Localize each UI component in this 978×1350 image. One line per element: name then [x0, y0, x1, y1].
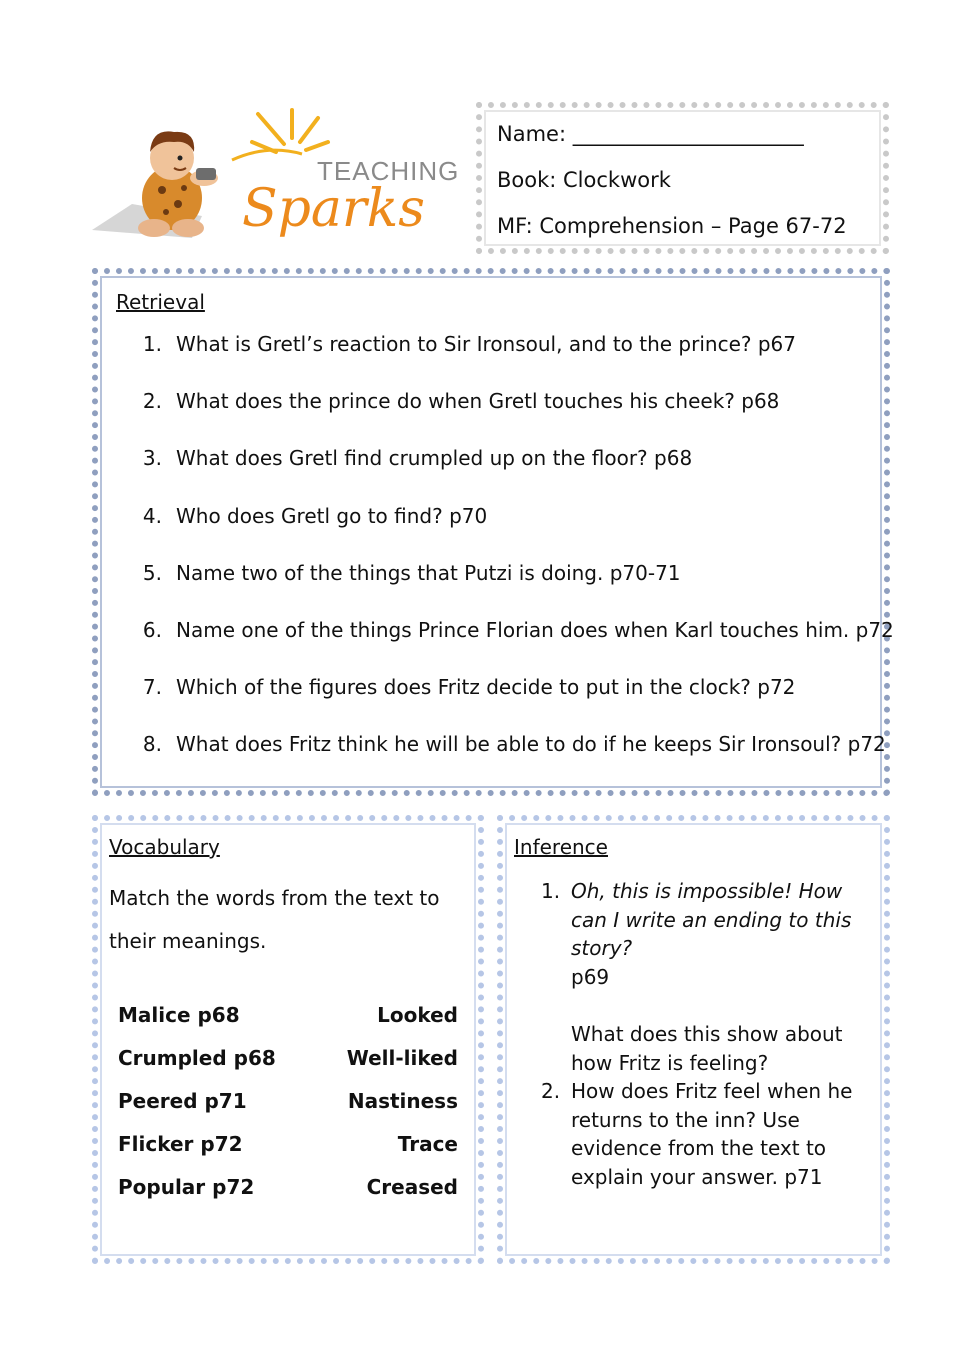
question-text: How does Fritz feel when he returns to the inn? Use evidence from the text to explain your answer. p71 [571, 1079, 853, 1189]
table-row [118, 1175, 458, 1218]
vocab-meaning: Trace [397, 1132, 458, 1156]
vocab-word: Malice p68 [118, 1003, 240, 1027]
instruction-line: their meanings. [109, 929, 267, 953]
table-row [118, 1132, 458, 1175]
question-text: What does Gretl find crumpled up on the floor? p68 [176, 446, 693, 471]
name-field[interactable]: Name: ______________________ [497, 122, 804, 146]
vocabulary-match-table [118, 1003, 458, 1218]
question-number: 6. [142, 617, 162, 642]
question-text: Which of the figures does Fritz decide to put in the clock? p72 [176, 675, 796, 700]
question-number: 7. [142, 675, 162, 700]
question-text: What is Gretl’s reaction to Sir Ironsoul, and to the prince? p67 [176, 332, 796, 356]
vocab-meaning: Looked [377, 1003, 458, 1027]
logo-word-teaching: TEACHING [317, 156, 460, 186]
mf-label: MF: Comprehension – Page 67-72 [497, 214, 847, 238]
retrieval-heading: Retrieval [116, 290, 205, 314]
question-text: Name one of the things Prince Florian does when Karl touches him. p72 [176, 617, 894, 642]
question-text: Name two of the things that Putzi is doing. p70-71 [176, 560, 681, 585]
vocab-word: Crumpled p68 [118, 1046, 276, 1070]
inference-section [497, 815, 890, 1264]
question-text: What does this show about how Fritz is feeling? [571, 1022, 843, 1075]
question-text: Who does Gretl go to find? p70 [176, 503, 488, 528]
table-row [118, 1089, 458, 1132]
question-text: What does Fritz think he will be able to do if he keeps Sir Ironsoul? p72 [176, 732, 886, 757]
question-number: 3. [142, 446, 162, 471]
vocab-word: Flicker p72 [118, 1132, 243, 1156]
question-number: 2. [541, 1079, 561, 1103]
question-number: 1. [142, 332, 162, 356]
vocab-meaning: Well-liked [346, 1046, 458, 1070]
logo-word-sparks: Sparks [242, 179, 425, 239]
caveman-mascot-icon [92, 108, 462, 248]
vocabulary-instruction [109, 877, 449, 963]
instruction-line: Match the words from the text to [109, 886, 440, 910]
question-page: p69 [571, 964, 610, 989]
table-row [118, 1046, 458, 1089]
retrieval-section [92, 268, 894, 796]
book-label: Book: Clockwork [497, 168, 671, 192]
question-number: 1. [541, 879, 561, 903]
vocabulary-heading: Vocabulary [109, 835, 220, 859]
question-quote: Oh, this is impossible! How can I write an ending to this story? [571, 879, 852, 960]
question-number: 2. [142, 389, 162, 414]
table-row [118, 1003, 458, 1046]
vocab-word: Popular p72 [118, 1175, 255, 1199]
header-info-box [476, 102, 889, 254]
question-body [571, 877, 871, 1077]
question-number: 5. [142, 560, 162, 585]
vocab-word: Peered p71 [118, 1089, 247, 1113]
inference-heading: Inference [514, 835, 608, 859]
question-text: What does the prince do when Gretl touches his cheek? p68 [176, 389, 780, 414]
teaching-sparks-logo [92, 108, 462, 248]
question-number: 4. [142, 503, 162, 528]
vocab-meaning: Creased [366, 1175, 458, 1199]
vocabulary-section [92, 815, 484, 1264]
question-number: 8. [142, 732, 162, 757]
vocab-meaning: Nastiness [347, 1089, 458, 1113]
